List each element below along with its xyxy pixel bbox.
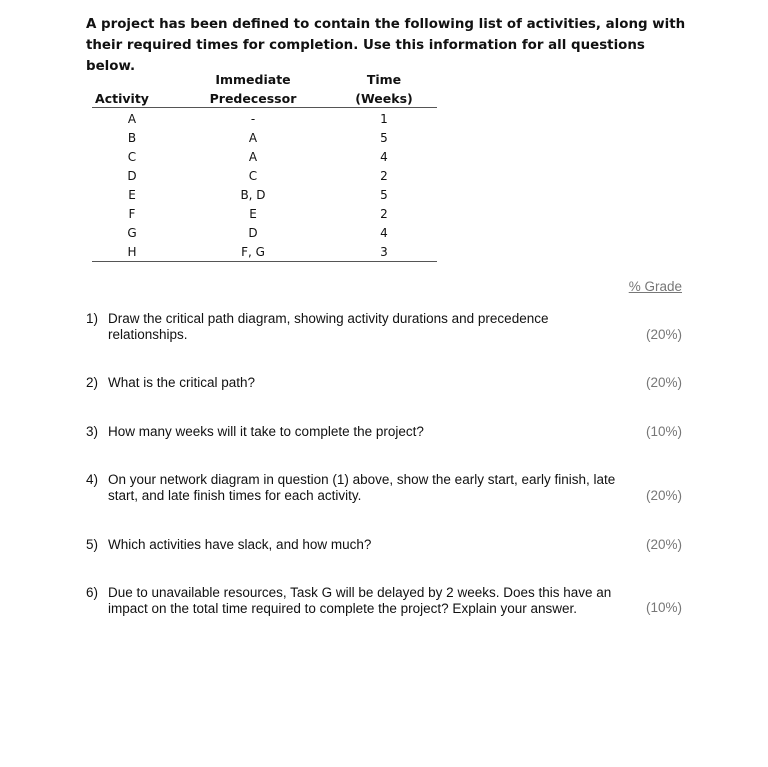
grade-header: % Grade bbox=[628, 279, 682, 294]
header-activity: Activity bbox=[95, 91, 149, 106]
cell-activity: C bbox=[127, 150, 137, 164]
cell-activity: E bbox=[128, 188, 136, 202]
question-text: Draw the critical path diagram, showing activity durations and precedence relationships. bbox=[108, 311, 549, 342]
cell-predecessor: - bbox=[250, 112, 256, 126]
cell-activity: A bbox=[127, 112, 137, 126]
question-number: 5) bbox=[86, 537, 99, 552]
question-number: 4) bbox=[86, 472, 99, 487]
cell-activity: D bbox=[127, 169, 137, 183]
cell-time: 4 bbox=[380, 150, 388, 164]
cell-time: 2 bbox=[380, 207, 388, 221]
cell-predecessor: A bbox=[248, 150, 258, 164]
cell-predecessor: F, G bbox=[241, 245, 265, 259]
cell-activity: G bbox=[127, 226, 137, 240]
question-text: On your network diagram in question (1) above, show the early start, early finish, late start, and late finish times for each activity. bbox=[108, 472, 616, 503]
header-predecessor-line2: Predecessor bbox=[209, 91, 297, 106]
cell-predecessor: D bbox=[248, 226, 258, 240]
cell-activity: B bbox=[127, 131, 137, 145]
question-number: 2) bbox=[86, 375, 99, 390]
question-4-grade: (20%) bbox=[645, 488, 682, 503]
cell-activity: H bbox=[127, 245, 137, 259]
question-1-grade: (20%) bbox=[645, 327, 682, 342]
cell-time: 5 bbox=[380, 188, 388, 202]
question-text: What is the critical path? bbox=[108, 375, 256, 390]
cell-predecessor: A bbox=[248, 131, 258, 145]
bottom-rule bbox=[92, 261, 437, 262]
question-6-grade: (10%) bbox=[645, 600, 682, 615]
question-number: 1) bbox=[86, 311, 99, 326]
cell-time: 1 bbox=[380, 112, 388, 126]
question-text: Due to unavailable resources, Task G will be delayed by 2 weeks. Does this have an impact on the total time required to complete the project? Explain your answer. bbox=[108, 585, 612, 616]
cell-activity: F bbox=[128, 207, 136, 221]
cell-predecessor: B, D bbox=[240, 188, 266, 202]
question-number: 6) bbox=[86, 585, 99, 600]
question-text: How many weeks will it take to complete the project? bbox=[108, 424, 424, 439]
cell-time: 4 bbox=[380, 226, 388, 240]
cell-predecessor: C bbox=[248, 169, 258, 183]
cell-time: 5 bbox=[380, 131, 388, 145]
header-rule bbox=[92, 107, 437, 108]
question-3-grade: (10%) bbox=[645, 424, 682, 439]
question-number: 3) bbox=[86, 424, 99, 439]
header-predecessor-line1: Immediate bbox=[215, 72, 291, 87]
cell-predecessor: E bbox=[249, 207, 257, 221]
cell-time: 3 bbox=[380, 245, 388, 259]
question-2-grade: (20%) bbox=[645, 375, 682, 390]
header-time-line2: (Weeks) bbox=[355, 91, 413, 106]
intro-text: A project has been defined to contain the following list of activities, along with their required times for completion. Use this information for all questions below. bbox=[86, 17, 686, 74]
question-text: Which activities have slack, and how much? bbox=[108, 537, 372, 552]
header-time-line1: Time bbox=[366, 72, 402, 87]
cell-time: 2 bbox=[380, 169, 388, 183]
question-5-grade: (20%) bbox=[645, 537, 682, 552]
